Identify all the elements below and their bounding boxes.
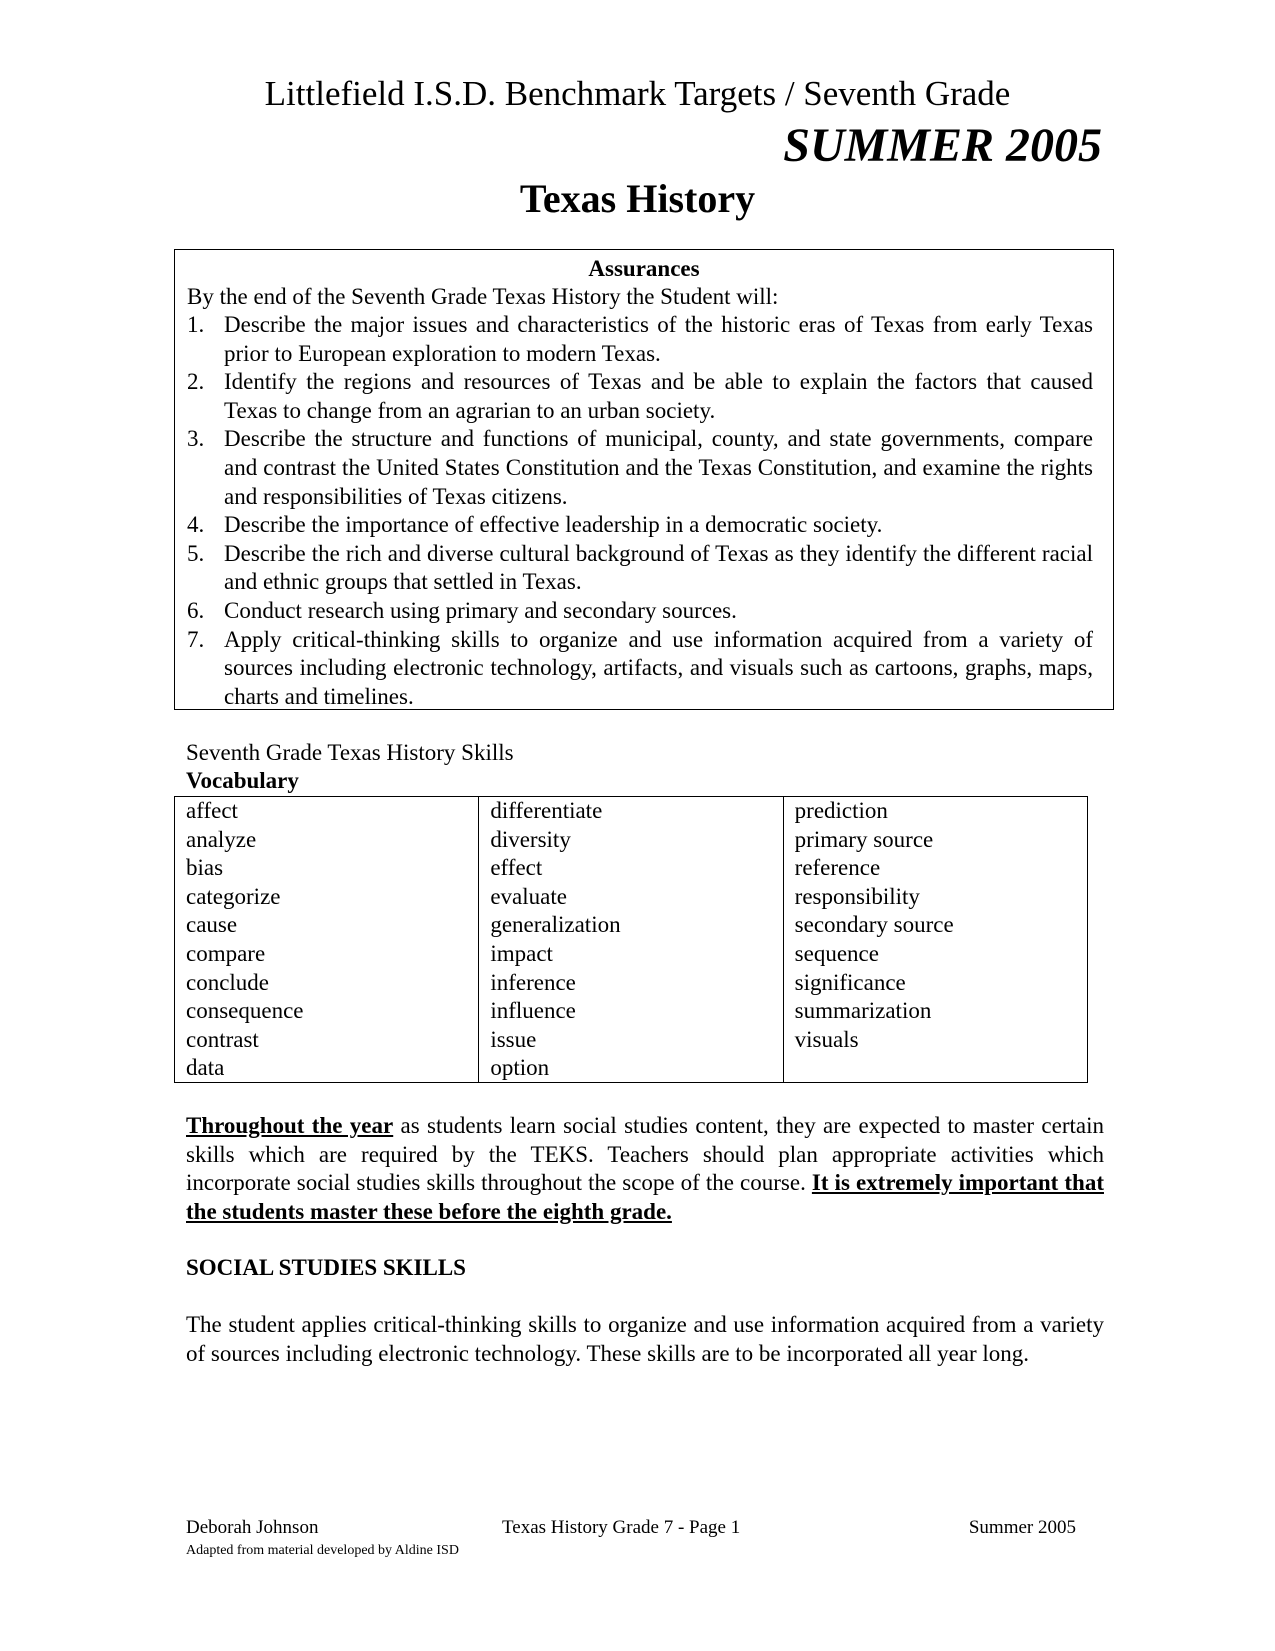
vocabulary-word: responsibility [794,883,920,909]
vocabulary-word: data [186,1055,225,1081]
footer-note: Adapted from material developed by Aldine ISD [186,1543,459,1558]
throughout-paragraph [186,1112,1104,1226]
vocabulary-word: inference [490,969,576,995]
vocabulary-word: analyze [186,826,257,852]
skills-subheading: Seventh Grade Texas History Skills [186,740,514,765]
assurance-number: 1. [187,312,205,337]
vocabulary-word: generalization [490,912,621,938]
vocabulary-word: categorize [186,883,281,909]
assurance-text: Conduct research using primary and secondary sources. [224,597,737,623]
assurance-item [187,511,1093,540]
assurance-text: Identify the regions and resources of Texas and be able to explain the factors that caused Texas to change from an agrarian to an urban society. [224,369,1093,423]
vocabulary-column [478,797,782,1082]
vocabulary-column [175,797,478,1082]
vocabulary-word: option [490,1055,550,1081]
vocabulary-word: bias [186,855,224,881]
throughout-body: as students learn social studies content, they are expected to master certain skills which are required by the TEKS. Teachers should plan appropriate activities which incorporate social studies skills throughout the scope of the course. [186,1113,1104,1196]
vocabulary-word: issue [490,1026,537,1052]
vocabulary-word: prediction [794,798,888,823]
assurance-text: Describe the rich and diverse cultural background of Texas as they identify the different racial and ethnic groups that settled in Texas. [224,540,1093,595]
document-title: Littlefield I.S.D. Benchmark Targets / Seventh Grade [264,74,1011,113]
vocabulary-word: secondary source [794,912,954,938]
season-heading: SUMMER 2005 [783,119,1102,172]
assurance-number: 3. [187,426,205,452]
throughout-lead: Throughout the year [186,1113,394,1138]
assurance-text: Describe the importance of effective leadership in a democratic society. [224,512,883,538]
vocabulary-word: effect [490,855,543,881]
footer-page-label: Texas History Grade 7 - Page 1 [502,1517,741,1538]
vocabulary-word: reference [794,855,881,881]
vocabulary-word: evaluate [490,883,567,909]
assurances-list [187,311,1093,711]
assurance-item [187,368,1093,425]
footer-season: Summer 2005 [968,1517,1076,1538]
vocabulary-word: visuals [794,1026,859,1052]
vocabulary-word: consequence [186,998,304,1024]
assurance-number: 4. [187,512,205,538]
assurances-intro: By the end of the Seventh Grade Texas History the Student will: [187,284,779,309]
assurance-number: 6. [187,597,205,623]
vocabulary-word: cause [186,912,238,938]
vocabulary-word: impact [490,940,553,966]
assurance-text: Apply critical-thinking skills to organize and use information acquired from a variety of sources including electronic technology, artifacts, and visuals such as cartoons, graphs, maps, charts and timelines. [224,626,1093,709]
assurance-text: Describe the major issues and characteristics of the historic eras of Texas from early Texas prior to European exploration to modern Texas. [224,312,1093,366]
vocabulary-word: conclude [186,969,270,995]
assurance-number: 2. [187,369,205,395]
subject-heading: Texas History [519,176,756,221]
vocabulary-table [174,796,1088,1083]
assurances-title: Assurances [588,256,700,281]
vocabulary-word: affect [186,798,238,823]
footer-author: Deborah Johnson [186,1517,319,1538]
vocabulary-word: compare [186,940,266,966]
assurance-item [187,626,1093,712]
social-studies-heading: SOCIAL STUDIES SKILLS [186,1255,466,1280]
vocabulary-word: diversity [490,826,571,852]
vocabulary-heading: Vocabulary [186,768,299,793]
assurance-item [187,425,1093,511]
assurance-item [187,540,1093,597]
vocabulary-column [783,797,1087,1082]
throughout-emphasis: It is extremely important that the students master these before the eighth grade. [186,1170,1104,1224]
assurance-item [187,597,1093,626]
vocabulary-word: sequence [794,940,879,966]
vocabulary-word: influence [490,998,576,1024]
assurance-item [187,311,1093,368]
vocabulary-word: primary source [794,826,934,852]
vocabulary-word: differentiate [490,798,603,823]
assurance-number: 7. [187,626,205,652]
vocabulary-word: significance [794,969,906,995]
assurance-text: Describe the structure and functions of municipal, county, and state governments, compare and contrast the United States Constitution and the Texas Constitution, and examine the rights and responsibilities of Texas citizens. [224,426,1093,509]
vocabulary-word: summarization [794,998,932,1024]
vocabulary-word: contrast [186,1026,259,1052]
assurance-number: 5. [187,540,205,566]
assurances-box [174,249,1114,710]
social-studies-paragraph: The student applies critical-thinking skills to organize and use information acquired from a variety of sources including electronic technology. These skills are to be incorporated all year long. [186,1312,1104,1366]
